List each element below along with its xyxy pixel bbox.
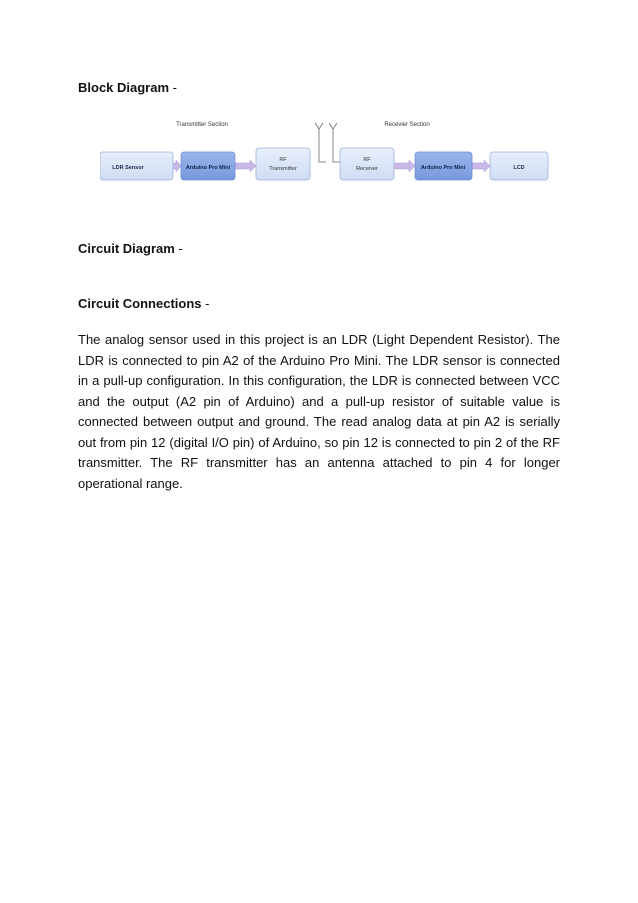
receiver-section-label: Recevier Section <box>384 122 430 128</box>
block-label-line2: Transmitter <box>269 166 297 172</box>
block-diagram-heading-text: Block Diagram <box>78 80 170 95</box>
block-diagram-heading <box>78 80 177 95</box>
arrow-ldr-to-arduino <box>173 160 181 172</box>
block-rf-receiver <box>340 148 394 180</box>
heading-suffix: - <box>174 241 183 256</box>
block-label: RF <box>363 157 371 163</box>
antenna-icon <box>315 123 340 162</box>
block-label: RF <box>279 157 287 163</box>
block-label: Arduino Pro Mini <box>420 165 466 171</box>
circuit-diagram-heading <box>78 241 183 256</box>
transmitter-section-label: Transmitter Section <box>176 122 228 128</box>
block-arduino-tx <box>181 152 235 180</box>
circuit-diagram-heading-text: Circuit Diagram <box>78 241 175 256</box>
block-lcd <box>490 152 548 180</box>
block-ldr-sensor <box>100 152 173 180</box>
block-diagram <box>100 118 550 188</box>
arrow-arduino-to-rf-tx <box>235 160 256 172</box>
arrow-arduino-to-lcd <box>472 160 490 172</box>
block-label: LDR Sensor <box>112 165 144 171</box>
heading-suffix: - <box>169 80 177 95</box>
block-label: Arduino Pro Mini <box>185 165 231 171</box>
circuit-connections-heading <box>78 296 209 311</box>
circuit-connections-heading-text: Circuit Connections <box>78 296 202 311</box>
arrow-rf-rx-to-arduino <box>394 160 415 172</box>
block-label: LCD <box>513 165 525 171</box>
heading-suffix: - <box>201 296 210 311</box>
block-label-line2: Receiver <box>356 166 378 172</box>
block-rf-transmitter <box>256 148 310 180</box>
block-arduino-rx <box>415 152 472 180</box>
circuit-connections-paragraph: The analog sensor used in this project is an LDR (Light Dependent Resistor). The LDR is connected to pin A2 of the Arduino Pro Mini. The LDR sensor is connected in a pull-up configuration. In this configuration, the LDR is connected between VCC and the output (A2 pin of Arduino) and a pull-up resistor of suitable value is connected between output and ground. The read analog data at pin A2 is serially out from pin 12 (digital I/O pin) of Arduino, so pin 12 is connected to pin 2 of the RF transmitter. The RF transmitter has an antenna attached to pin 4 for longer operational range. <box>78 332 560 491</box>
